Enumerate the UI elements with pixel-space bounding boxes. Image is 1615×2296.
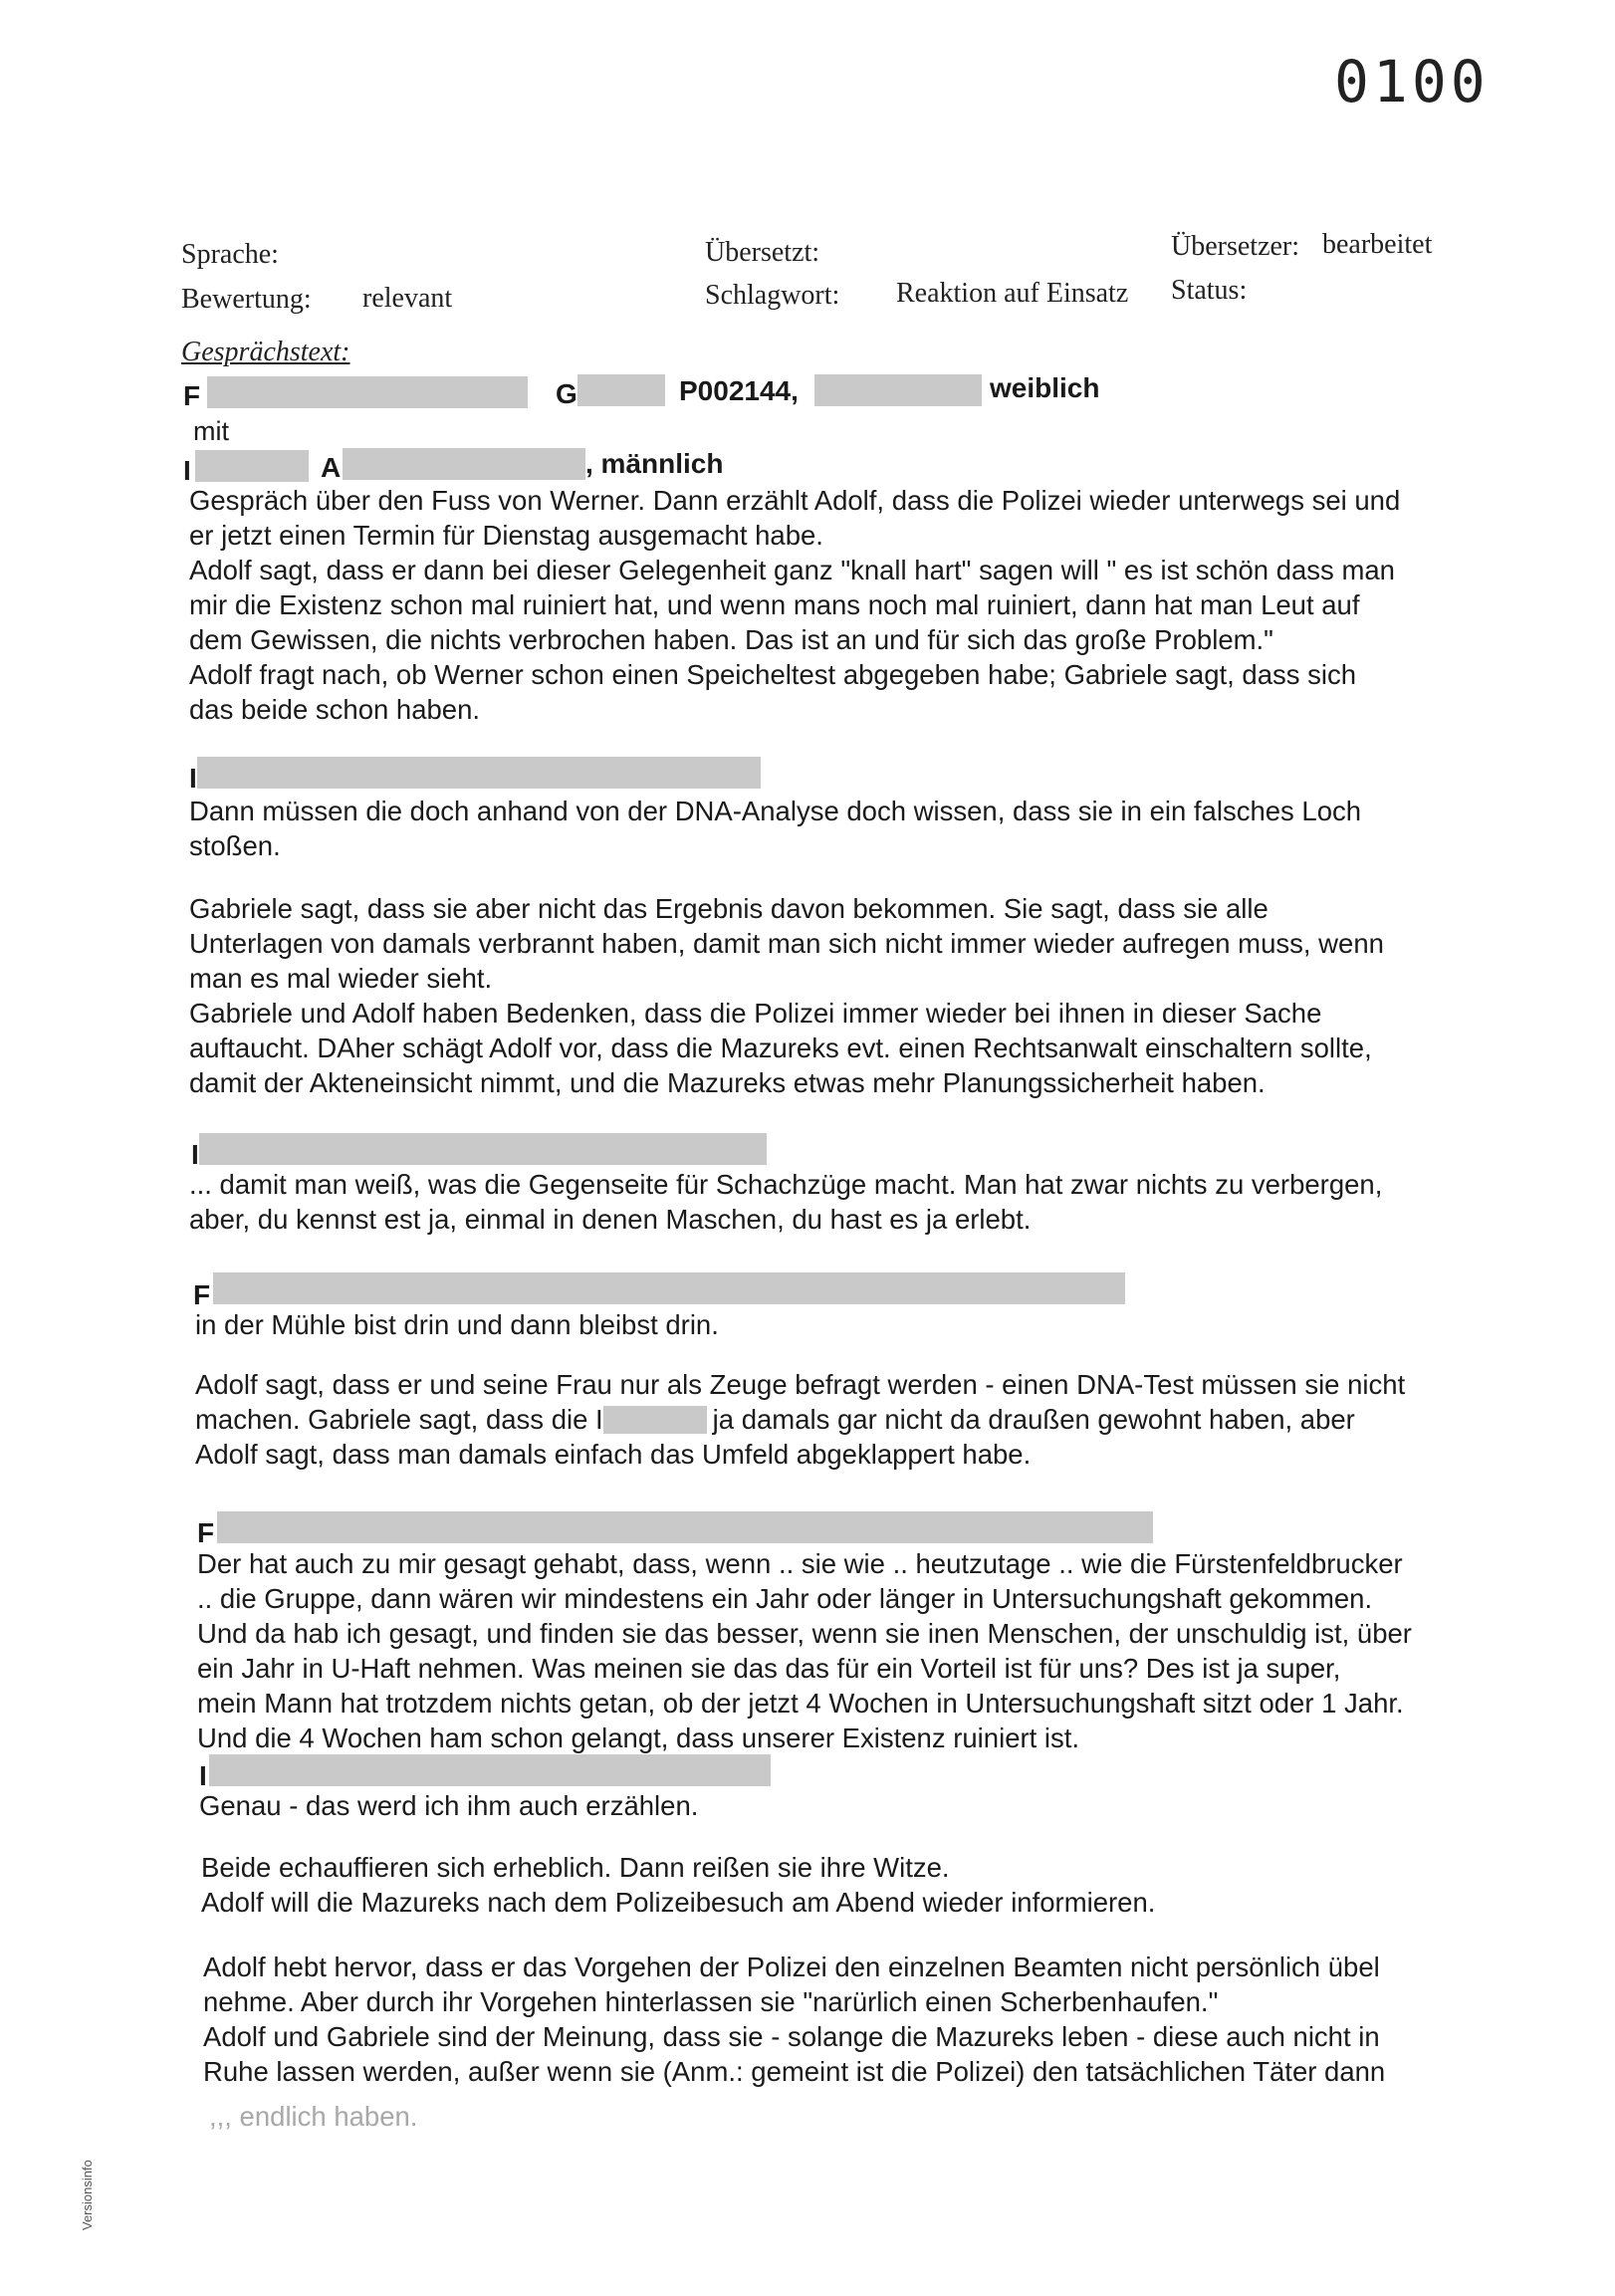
uebersetzt-label: Übersetzt:: [705, 237, 820, 268]
redaction-bar: [577, 374, 665, 406]
text-line: Adolf will die Mazureks nach dem Polizeibesuch am Abend wieder informieren.: [201, 1887, 1156, 1918]
text-line: mir die Existenz schon mal ruiniert hat, und wenn mans noch mal ruiniert, dann hat man Leut auf: [189, 589, 1360, 620]
text-line: [195, 1402, 1599, 1437]
text-line: in der Mühle bist drin und dann bleibst drin.: [195, 1309, 719, 1340]
gespraechstext-label: Gesprächstext:: [181, 337, 350, 367]
status-label: Status:: [1171, 275, 1248, 306]
redaction-bar: [195, 450, 309, 482]
text-line: stoßen.: [189, 830, 281, 861]
text-line: Gabriele und Adolf haben Bedenken, dass die Polizei immer wieder bei ihnen in dieser Sache: [189, 998, 1322, 1029]
paragraph-summary-1: [189, 483, 1593, 727]
redaction-bar: [207, 376, 528, 408]
redaction-bar: [217, 1511, 1153, 1543]
schlagwort-value: Reaktion auf Einsatz: [896, 278, 1129, 309]
schlagwort-label: Schlagwort:: [705, 280, 840, 311]
text-line: Ruhe lassen werden, außer wenn sie (Anm.: gemeint ist die Polizei) den tatsächlichen Täter dann: [203, 2056, 1386, 2087]
sprache-label: Sprache:: [181, 239, 279, 270]
text-line: .. die Gruppe, dann wären wir mindestens ein Jahr oder länger in Untersuchungshaft gekommen.: [197, 1583, 1373, 1614]
text-line: Gabriele sagt, dass sie aber nicht das Ergebnis davon bekommen. Sie sagt, dass sie alle: [189, 893, 1269, 924]
redaction-bar: [209, 1754, 771, 1786]
participant-2-initial-2: A: [321, 452, 342, 483]
text-line: aber, du kennst est ja, einmal in denen Maschen, du hast es ja erlebt.: [189, 1204, 1032, 1235]
participant-1-id: P002144,: [679, 375, 799, 406]
text-line: das beide schon haben.: [189, 694, 481, 725]
participant-2-gender: , männlich: [585, 448, 724, 479]
text-line: nehme. Aber durch ihr Vorgehen hinterlassen sie "narürlich einen Scherbenhaufen.": [203, 1986, 1219, 2017]
text-line: er jetzt einen Termin für Dienstag ausgemacht habe.: [189, 520, 823, 551]
redaction-bar: [213, 1272, 1125, 1304]
speaker-initial: F: [197, 1517, 215, 1548]
text-line: mein Mann hat trotzdem nichts getan, ob der jetzt 4 Wochen in Untersuchungshaft sitzt oder 1 Jahr.: [197, 1688, 1404, 1719]
text-line: Adolf sagt, dass er und seine Frau nur als Zeuge befragt werden - einen DNA-Test müssen sie nicht: [195, 1369, 1406, 1400]
participant-1-initial: F: [183, 380, 201, 411]
paragraph-quote-4: [197, 1546, 1601, 1755]
text-line: dem Gewissen, die nichts verbrochen haben. Das ist an und für sich das große Problem.": [189, 624, 1273, 655]
faded-text-line: ,,, endlich haben.: [209, 2101, 418, 2132]
redaction-bar: [814, 374, 982, 406]
text-line: auftaucht. DAher schägt Adolf vor, dass die Mazureks evt. einen Rechtsanwalt einschaltern sollte,: [189, 1033, 1372, 1063]
speaker-initial: I: [189, 763, 197, 794]
text-line: man es mal wieder sieht.: [189, 963, 493, 994]
page-number: 0100: [1334, 48, 1490, 115]
speaker-initial: F: [193, 1279, 211, 1310]
text-line: damit der Akteneinsicht nimmt, und die Mazureks etwas mehr Planungssicherheit haben.: [189, 1067, 1266, 1098]
text-line: Unterlagen von damals verbrannt haben, damit man sich nicht immer wieder aufregen muss, wenn: [189, 928, 1384, 959]
paragraph-quote-5: [199, 1788, 1603, 1823]
text-line: Adolf und Gabriele sind der Meinung, dass sie - solange die Mazureks leben - diese auch nicht in: [203, 2021, 1380, 2052]
participant-1-initial-2: G: [556, 378, 577, 409]
participant-2-initial: I: [183, 455, 191, 486]
paragraph-summary-5: [203, 1950, 1607, 2089]
text-line: Beide echauffieren sich erheblich. Dann reißen sie ihre Witze.: [201, 1852, 950, 1883]
uebersetzer-label: Übersetzer:: [1171, 231, 1300, 262]
text-line: ... damit man weiß, was die Gegenseite für Schachzüge macht. Man hat zwar nichts zu verbergen,: [189, 1169, 1383, 1200]
paragraph-quote-1: [189, 794, 1593, 863]
uebersetzer-value: bearbeitet: [1322, 229, 1433, 260]
text-line: Gespräch über den Fuss von Werner. Dann erzählt Adolf, dass die Polizei wieder unterwegs sei und: [189, 485, 1401, 516]
redaction-bar: [199, 1133, 767, 1165]
version-info-label: Versionsinfo: [80, 2160, 95, 2230]
text-line: Dann müssen die doch anhand von der DNA-Analyse doch wissen, dass sie in ein falsches Loch: [189, 796, 1362, 826]
text-line: Adolf sagt, dass man damals einfach das Umfeld abgeklappert habe.: [195, 1439, 1032, 1470]
text-line: ein Jahr in U-Haft nehmen. Was meinen sie das das für ein Vorteil ist für uns? Des ist ja super,: [197, 1653, 1341, 1684]
speaker-initial: I: [199, 1760, 207, 1791]
speaker-initial: I: [191, 1139, 199, 1170]
text-line: Und die 4 Wochen ham schon gelangt, dass unserer Existenz ruiniert ist.: [197, 1722, 1080, 1753]
text-line: Adolf fragt nach, ob Werner schon einen Speicheltest abgegeben habe; Gabriele sagt, dass sich: [189, 659, 1357, 690]
participant-1-gender: weiblich: [990, 372, 1100, 403]
bewertung-label: Bewertung:: [181, 284, 312, 315]
text-line: Und da hab ich gesagt, und finden sie das besser, wenn sie inen Menschen, der unschuldig ist, über: [197, 1618, 1412, 1649]
text-fragment: machen. Gabriele sagt, dass die I: [195, 1404, 603, 1435]
paragraph-summary-2: [189, 891, 1593, 1100]
redaction-bar: [343, 448, 585, 480]
text-line: Adolf hebt hervor, dass er das Vorgehen der Polizei den einzelnen Beamten nicht persönlich übel: [203, 1952, 1380, 1982]
paragraph-summary-3: [195, 1367, 1599, 1472]
mit-label: mit: [193, 416, 229, 446]
text-line: Der hat auch zu mir gesagt gehabt, dass, wenn .. sie wie .. heutzutage .. wie die Fürstenfeldbrucker: [197, 1548, 1403, 1579]
redaction-bar: [603, 1406, 707, 1434]
text-line: Adolf sagt, dass er dann bei dieser Gelegenheit ganz "knall hart" sagen will " es ist schön dass man: [189, 555, 1395, 585]
bewertung-value: relevant: [362, 283, 453, 314]
text-fragment: ja damals gar nicht da draußen gewohnt haben, aber: [712, 1404, 1355, 1435]
paragraph-quote-2: [189, 1167, 1593, 1237]
redaction-bar: [197, 757, 761, 789]
paragraph-summary-4: [201, 1850, 1605, 1920]
paragraph-quote-3: [195, 1307, 1599, 1342]
text-line: Genau - das werd ich ihm auch erzählen.: [199, 1790, 699, 1821]
